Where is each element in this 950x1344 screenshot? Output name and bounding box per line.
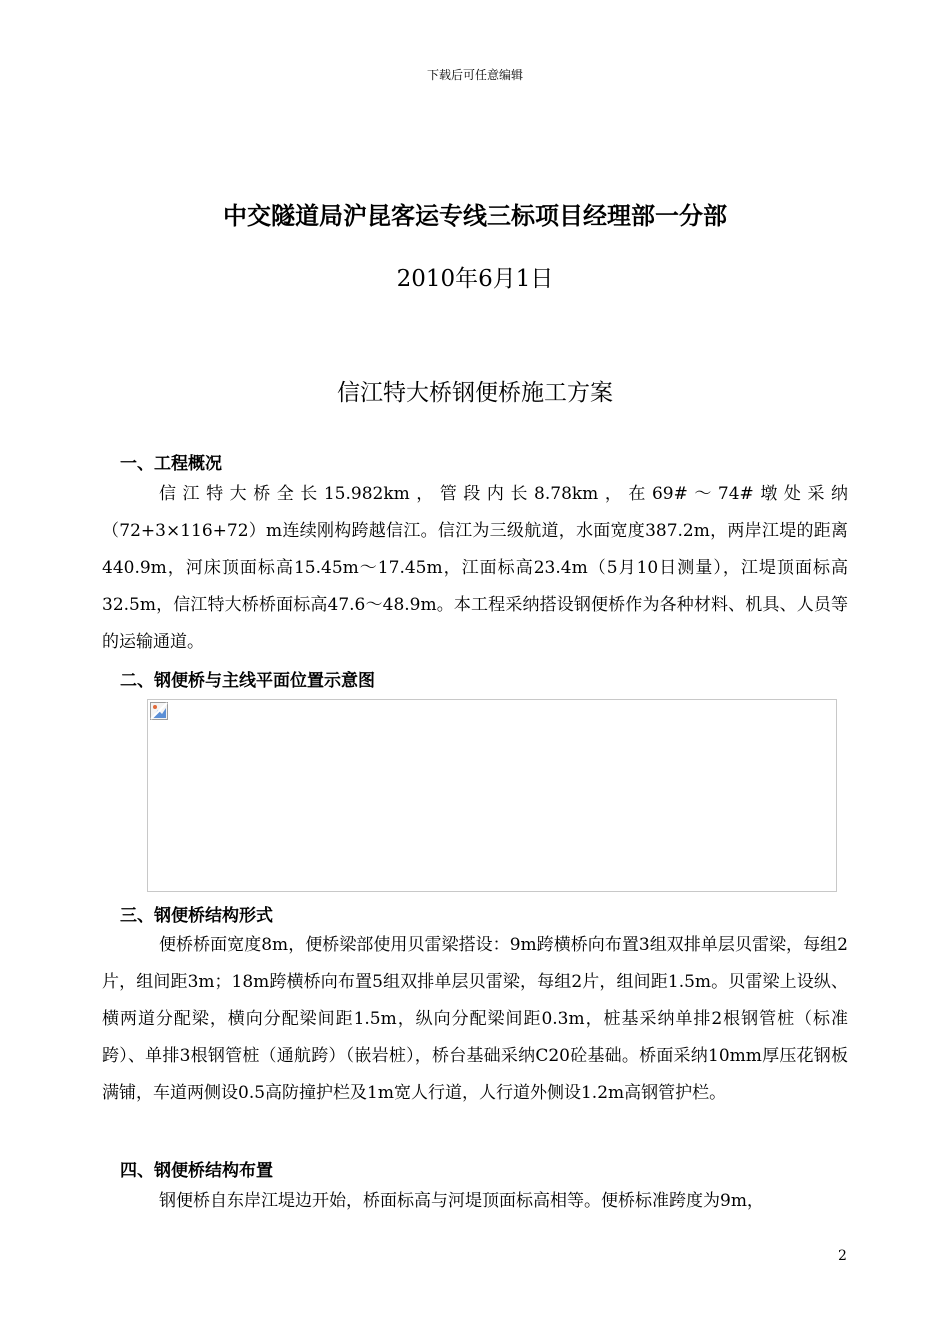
section-body-structure-layout: 钢便桥自东岸江堤边开始，桥面标高与河堤顶面标高相等。便桥标准跨度为9m，	[159, 1191, 764, 1211]
section-body-overview: 信江特大桥全长15.982km，管段内长8.78km，在69#～74#墩处采纳（72+3×116+72）m连续刚构跨越信江。信江为三级航道，水面宽度387.2m，两岸江堤的距离440.9m，河床顶面标高15.45m～17.45m，江面标高23.4m（5月10日测量），江堤顶面标高32.5m，信江特大桥桥面标高47.6～48.9m。本工程采纳搭设钢便桥作为各种材料、机具、人员等的运输通道。	[102, 484, 848, 652]
section-heading-overview: 一、工程概况	[120, 454, 222, 474]
section-body-structure-form: 便桥桥面宽度8m，便桥梁部使用贝雷梁搭设：9m跨横桥向布置3组双排单层贝雷梁，每组2片，组间距3m；18m跨横桥向布置5组双排单层贝雷梁，每组2片，组间距1.5m。贝雷梁上设纵、横两道分配梁，横向分配梁间距1.5m，纵向分配梁间距0.3m，桩基采纳单排2根钢管桩（标准跨）、单排3根钢管桩（通航跨）（嵌岩桩），桥台基础采纳C20砼基础。桥面采纳10mm厚压花钢板满铺，车道两侧设0.5高防撞护栏及1m宽人行道，人行道外侧设1.2m高钢管护栏。	[102, 935, 848, 1103]
plan-title: 信江特大桥钢便桥施工方案	[337, 380, 613, 406]
header-note: 下载后可任意编辑	[426, 68, 523, 82]
section-heading-plan-diagram: 二、钢便桥与主线平面位置示意图	[120, 671, 375, 691]
page-number: 2	[838, 1248, 847, 1264]
section-heading-structure-layout: 四、钢便桥结构布置	[120, 1161, 273, 1181]
broken-image-icon	[150, 702, 168, 720]
document-date: 2010年6月1日	[396, 266, 554, 292]
plan-diagram-placeholder	[147, 699, 837, 892]
section-heading-structure-form: 三、钢便桥结构形式	[120, 906, 273, 926]
organization-title: 中交隧道局沪昆客运专线三标项目经理部一分部	[223, 202, 727, 230]
